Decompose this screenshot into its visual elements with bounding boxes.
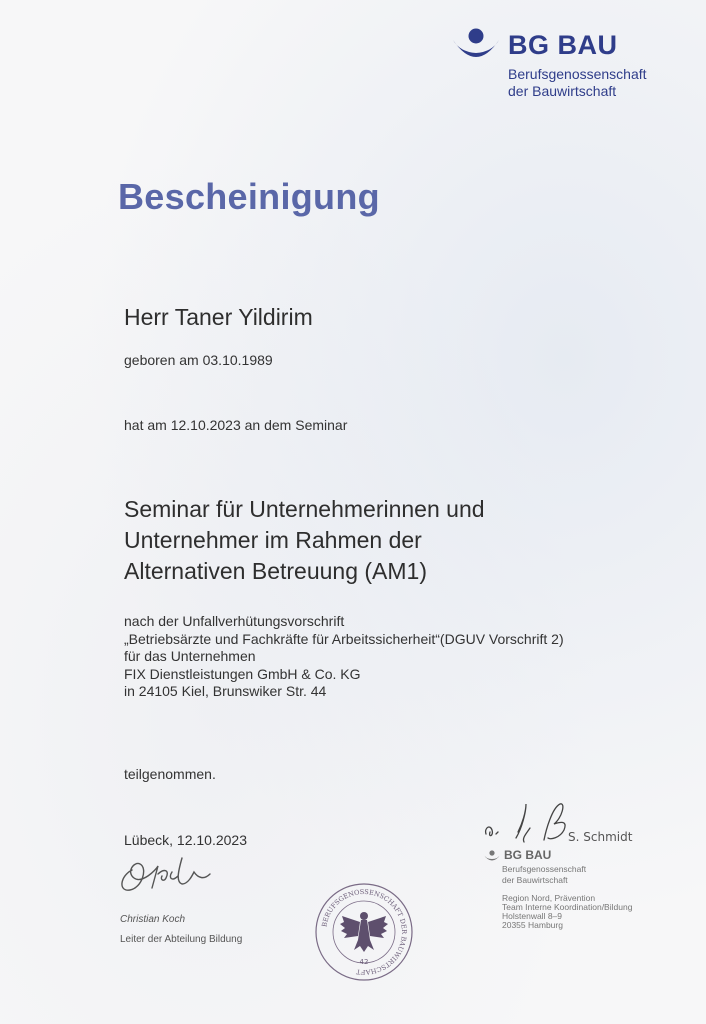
stamp-line1: Berufsgenossenschaft — [502, 864, 587, 874]
stamp-title: BG BAU — [504, 848, 552, 862]
stamp-line3: Region Nord, Prävention — [502, 893, 596, 903]
birth-date-line: geboren am 03.10.1989 — [124, 352, 273, 368]
official-seal — [314, 882, 414, 982]
stamp-line5: Holstenwall 8–9 — [502, 911, 563, 921]
stamp-logo-icon — [482, 850, 502, 864]
signer-name: Christian Koch — [120, 914, 186, 925]
bg-bau-stamp — [482, 798, 672, 938]
signer-role: Leiter der Abteilung Bildung — [120, 934, 243, 945]
details-line5: in 24105 Kiel, Brunswiker Str. 44 — [124, 683, 327, 699]
seal-number: 42 — [359, 958, 369, 966]
details-line3: für das Unternehmen — [124, 648, 256, 664]
seminar-title-line2: Unternehmer im Rahmen der — [124, 527, 422, 553]
seminar-details — [124, 613, 564, 701]
bg-bau-logo — [452, 24, 652, 104]
details-line2: „Betriebsärzte und Fachkräfte für Arbeitssicherheit“(DGUV Vorschrift 2) — [124, 630, 564, 647]
signature-koch — [112, 848, 222, 898]
details-line1: nach der Unfallverhütungsvorschrift — [124, 613, 345, 629]
stamp-signature-name: S. Schmidt — [568, 830, 633, 844]
stamp-line2: der Bauwirtschaft — [502, 875, 568, 885]
stamp-line4: Team Interne Koordination/Bildung — [502, 902, 633, 912]
place-date: Lübeck, 12.10.2023 — [124, 832, 247, 848]
logo-subtitle-line1: Berufsgenossenschaft — [508, 66, 647, 82]
details-line4: FIX Dienstleistungen GmbH & Co. KG — [124, 665, 361, 682]
bg-bau-logo-icon — [452, 28, 500, 68]
seminar-title — [124, 494, 485, 587]
seminar-title-line3: Alternativen Betreuung (AM1) — [124, 558, 427, 584]
stamp-line6: 20355 Hamburg — [502, 920, 563, 930]
certificate-heading: Bescheinigung — [118, 176, 380, 217]
eagle-icon — [340, 912, 388, 952]
seal-ring-text: BERUFSGENOSSENSCHAFT DER BAUWIRTSCHAFT — [320, 887, 409, 977]
seminar-date-line: hat am 12.10.2023 an dem Seminar — [124, 417, 348, 433]
recipient-name: Herr Taner Yildirim — [124, 304, 313, 330]
participated-text: teilgenommen. — [124, 766, 216, 782]
logo-title: BG BAU — [508, 30, 618, 60]
logo-subtitle-line2: der Bauwirtschaft — [508, 83, 617, 99]
seminar-title-line1: Seminar für Unternehmerinnen und — [124, 496, 485, 522]
